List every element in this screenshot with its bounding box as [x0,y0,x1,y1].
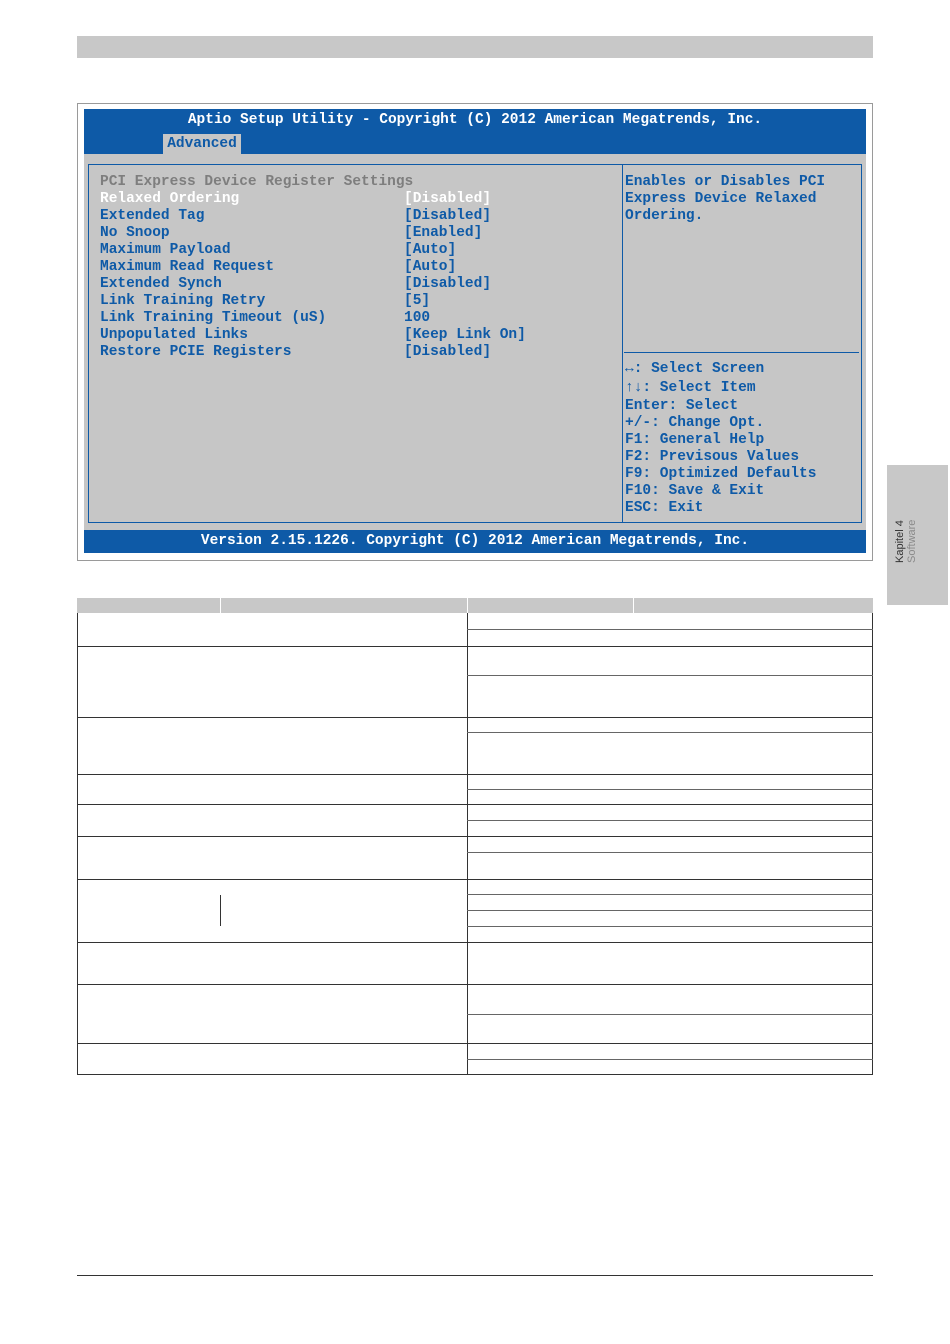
help-text-line: Enables or Disables PCI [625,174,826,190]
tab-advanced[interactable]: Advanced [163,134,241,154]
table-cell-divider [220,895,221,926]
table-header [77,598,873,613]
settings-table [77,598,873,1075]
bios-setup-screen [84,109,866,553]
help-text-line: Ordering. [625,208,704,224]
setting-label-link-training-timeout[interactable]: Link Training Timeout (uS) [100,310,327,326]
footer-rule [77,1275,873,1276]
key-help-change-opt: +/-: Change Opt. [625,415,765,431]
bios-footer: Version 2.15.1226. Copyright (C) 2012 American Megatrends, Inc. [84,530,866,553]
setting-label-maximum-read-request[interactable]: Maximum Read Request [100,259,275,275]
bios-panel-divider [622,164,623,523]
key-help-f2: F2: Previsous Values [625,449,800,465]
setting-value-extended-tag[interactable]: [Disabled] [404,208,492,224]
setting-value-relaxed-ordering[interactable]: [Disabled] [404,191,492,207]
setting-value-extended-synch[interactable]: [Disabled] [404,276,492,292]
page-header-bar [77,36,873,58]
setting-label-no-snoop[interactable]: No Snoop [100,225,170,241]
setting-value-no-snoop[interactable]: [Enabled] [404,225,483,241]
key-help-select-item: ↑↓: Select Item [625,380,756,396]
chapter-label [894,520,918,563]
setting-label-restore-pcie-registers[interactable]: Restore PCIE Registers [100,344,292,360]
setting-value-link-training-timeout[interactable]: 100 [404,310,431,326]
setting-value-link-training-retry[interactable]: [5] [404,293,431,309]
setting-value-maximum-read-request[interactable]: [Auto] [404,259,457,275]
setting-label-extended-tag[interactable]: Extended Tag [100,208,205,224]
section-heading: PCI Express Device Register Settings [100,174,414,190]
chapter-title: Software [906,519,918,563]
help-separator [624,352,859,353]
setting-value-restore-pcie-registers[interactable]: [Disabled] [404,344,492,360]
key-help-esc: ESC: Exit [625,500,704,516]
setting-label-relaxed-ordering[interactable]: Relaxed Ordering [100,191,240,207]
setting-value-unpopulated-links[interactable]: [Keep Link On] [404,327,526,343]
setting-label-link-training-retry[interactable]: Link Training Retry [100,293,266,309]
setting-label-unpopulated-links[interactable]: Unpopulated Links [100,327,248,343]
setting-value-maximum-payload[interactable]: [Auto] [404,242,457,258]
key-help-f9: F9: Optimized Defaults [625,466,817,482]
setting-label-maximum-payload[interactable]: Maximum Payload [100,242,231,258]
help-text-line: Express Device Relaxed [625,191,817,207]
key-help-f10: F10: Save & Exit [625,483,765,499]
key-help-enter: Enter: Select [625,398,739,414]
bios-header [84,109,866,154]
bios-title: Aptio Setup Utility - Copyright (C) 2012 American Megatrends, Inc. [187,112,763,128]
key-help-select-screen: ↔: Select Screen [625,361,765,377]
key-help-f1: F1: General Help [625,432,765,448]
setting-label-extended-synch[interactable]: Extended Synch [100,276,222,292]
chapter-number: Kapitel 4 [894,520,906,563]
